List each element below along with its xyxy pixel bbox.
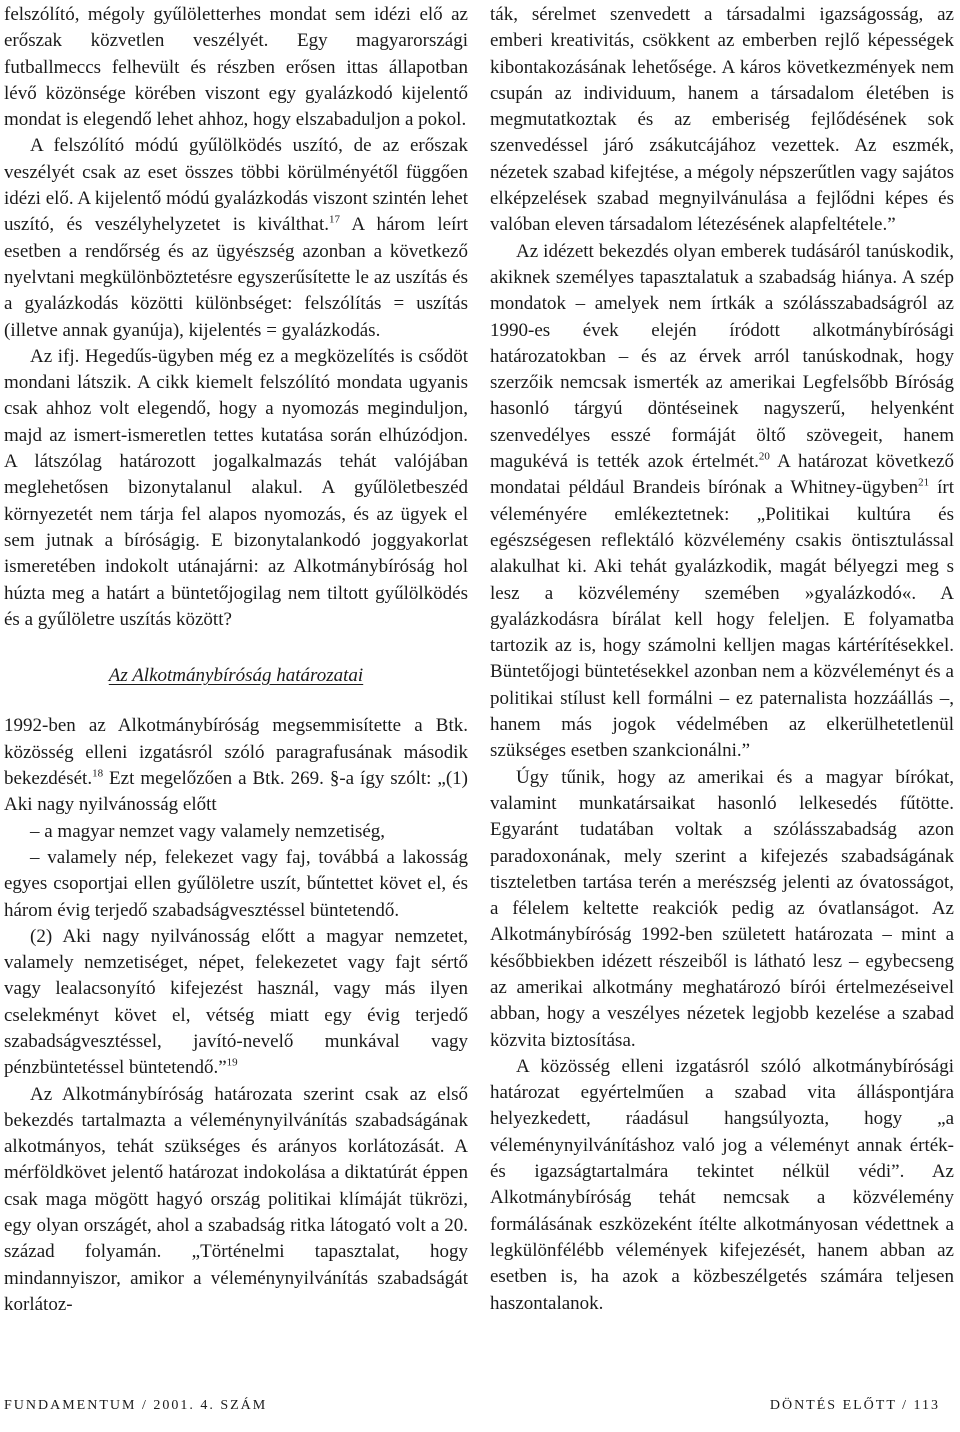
footer-journal-issue: FUNDAMENTUM / 2001. 4. SZÁM: [4, 1398, 268, 1413]
paragraph: [490, 239, 954, 765]
paragraph: [4, 133, 468, 343]
paragraph-text: Ezt megelőzően a Btk. 269. §-a így szólt: „(1) Aki nagy nyilvánosság előtt: [4, 768, 468, 816]
paragraph: Az Alkotmánybíróság határozata szerint csak az első bekezdés tartalmazta a véleménynyilvánítás szabadságának alkotmányos, tehát szükséges és arányos korlátozását. A mérföldkövet jelentő határozat indokolása a diktatúrát éppen csak maga mögött hagyó ország politikai klímáját tükrözi, egy olyan országét, ahol a szabadság ritka látogató volt a 20. század folyamán. „Történelmi tapasztalat, hogy mindannyiszor, amikor a véleménynyilvánítás szabadságát korlátoz-: [4, 1083, 468, 1315]
paragraph-text: A felszólító módú gyűlölködés uszító, de az erőszak veszélyét csak az eset összes többi körülményétől függően idézi elő. A kijelentő módú gyalázkodás viszont szintén lehet uszító, és veszélyhelyzetet is kiválthat.: [4, 135, 468, 236]
paragraph: A közösség elleni izgatásról szóló alkotmánybírósági határozat egyértelműen a szabad vita álláspontjára helyezkedett, ráadásul hangsúlyozta, hogy „a véleménynyilvánításhoz való jog a véleményt annak érték- és igazságtartalmára tekintet nélkül védi”. Az Alkotmánybíróság tehát nemcsak a közvélemény formálásának eszközeként ítélte alkotmányosan védettnek a legkülönfélébb vélemények kifejezését, hanem abban az esetben is, ha azok a közbeszélgetés számára teljesen haszontalanok.: [490, 1055, 954, 1314]
paragraph: Az ifj. Hegedűs-ügyben még ez a megközelítés is csődöt mondani látszik. A cikk kiemelt felszólító mondata ugyanis csak ahhoz volt elegendő, hogy a nyomozás meginduljon, majd az ismert-ismeretlen tettes kutatása során elhúzódjon. A látszólag határozott jogalkalmazás tehát valójában meglehetősen bizonytalanul alakul. A gyűlöletbeszéd környezetét nem tárja fel alapos nyomozás, és az ügyek el sem jutnak a bíróságig. E bizonytalankodó joggyakorlat ismeretében indokolt utánajárni: az Alkotmánybíróság hol húzta meg a határt a büntetőjogilag nem tiltott gyűlölködés és a gyűlöletre uszítás között?: [4, 345, 468, 630]
paragraph: felszólító, mégoly gyűlöletterhes mondat sem idézi elő az erőszak közvetlen veszélyét. Egy magyarországi futballmeccs felhevült és részben erősen ittas állapotban lévő közönsége körében viszont egy gyalázkodó kijelentő mondat is elegendő lehet ahhoz, hogy elszabaduljon a pokol.: [4, 4, 468, 131]
paragraph-text: Az idézett bekezdés olyan emberek tudásáról tanúskodik, akiknek személyes tapasztalatuk a szabadság hiánya. A szép mondatok – amelyek nem írtkák a szólásszabadságról az 1990-es évek elején íródott alkotmánybírósági határozatokban – és az érvek arról tanúskodnak, hogy szerzőik nemcsak ismerték az amerikai Legfelsőbb Bíróság hasonló tárgyú döntéseinek nagyszerű, helyenként szenvedélyes esszé formáját öltő szövegeit, hanem magukévá is tették azok értelmét.: [490, 240, 954, 473]
paragraph-text: A három leírt esetben a rendőrség és az ügyészség azonban a következő nyelvtani megkülönböztetésre egyszerűsítette le az uszítás és a gyalázkodás közötti különbséget: felszólítás = uszítás (illetve annak gyanúja), kijelentés = gyalázkodás.: [4, 214, 468, 341]
quote-dash-item: – a magyar nemzet vagy valamely nemzetiség,: [30, 820, 386, 842]
paragraph: ták, sérelmet szenvedett a társadalmi igazságosság, az emberi kreativitás, csökkent az emberben rejlő képességek kibontakozásának lehetősége. A káros következmények nem csupán az individuum, hanem a társadalom életében is megmutatkoztak és az emberiség fejlődésének sok szenvedéssel járó zsákutcájához vezettek. Az eszmék, nézetek szabad kifejtése, a mégoly népszerűtlen vagy sajátos elképzelések szabad megnyilvánulása a fejlődni képes és valóban eleven társadalom létezésének alapfeltétele.”: [490, 4, 954, 236]
footnote-ref-19: 19: [226, 1056, 238, 1069]
footnote-ref-18: 18: [92, 767, 104, 780]
paragraph-text: A határozat következő mondatai például Brandeis bírónak a Whitney-ügyben: [490, 451, 954, 499]
quote-dash-item: – valamely nép, felekezet vagy faj, továbbá a lakosság egyes csoportjai ellen gyűlöletre uszít, bűntettet követ el, és három évig terjedő szabadságvesztéssel büntetendő.: [4, 846, 468, 921]
section-heading: Az Alkotmánybíróság határozatai: [108, 665, 364, 687]
paragraph-text: írt véleményére emlékeztetnek: „Politikai kultúra és egészségesen reflektáló közvélemény csakis öntisztulással alakulhat ki. Aki tehát gyalázkodik, magát bélyegzi meg s lesz a közvélemény szemében »gyalázkodó«. A gyalázkodásra bírálat kell hogy feleljen. E folyamatba tartozik az is, hogy számolni kelljen magas kártérítésekkel. Büntetőjogi büntetésekkel azonban nem a közvéleményt és a politikai stílust kell formálni – ez paternalista hozzáállás –, hanem más jogok védelmében az elkerülhetetlenül szükséges esetben szankcionálni.”: [490, 477, 954, 762]
paragraph: [4, 924, 468, 1082]
right-column: [490, 2, 954, 1317]
paragraph: Úgy tűnik, hogy az amerikai és a magyar bírókat, valamint munkatársaikat hasonló lelkesedés fűtötte. Egyaránt tudatában voltak a szólásszabadság azon paradoxonának, mely szerint a kifejezés szabadságának tiszteletben tartása terén a merészség jelenti az óvatosságot, a félelem keltette reakciók pedig az óvatlanságot. Az Alkotmánybíróság 1992-ben született határozata – mint a későbbiekben idézett részeiből is látható lesz – egybecseng az amerikai alkotmány meghatározó bírói értelmezéseivel abban, hogy a veszélyes nézetek legjobb kezelése a szabad közvita biztosítása.: [490, 766, 954, 1051]
footnote-ref-17: 17: [329, 214, 341, 227]
left-column: [4, 2, 468, 1318]
footnote-ref-20: 20: [758, 450, 770, 463]
paragraph: [4, 713, 468, 818]
paragraph-text: (2) Aki nagy nyilvánosság előtt a magyar nemzetet, valamely nemzetiséget, népet, felekezetet vagy fajt sértő vagy lealacsonyító kifejezést használ, vagy más ilyen cselekményt követ el, vétség miatt egy évig terjedő szabadságvesztéssel, javító-nevelő munkával vagy pénzbüntetéssel büntetendő.”: [4, 925, 468, 1079]
paragraph-text: 1992-ben az Alkotmánybíróság megsemmisítette a Btk. közösség elleni izgatásról szóló paragrafusának második bekezdését.: [4, 715, 468, 790]
footnote-ref-21: 21: [918, 477, 930, 490]
footer-section-page: DÖNTÉS ELŐTT / 113: [769, 1398, 940, 1413]
